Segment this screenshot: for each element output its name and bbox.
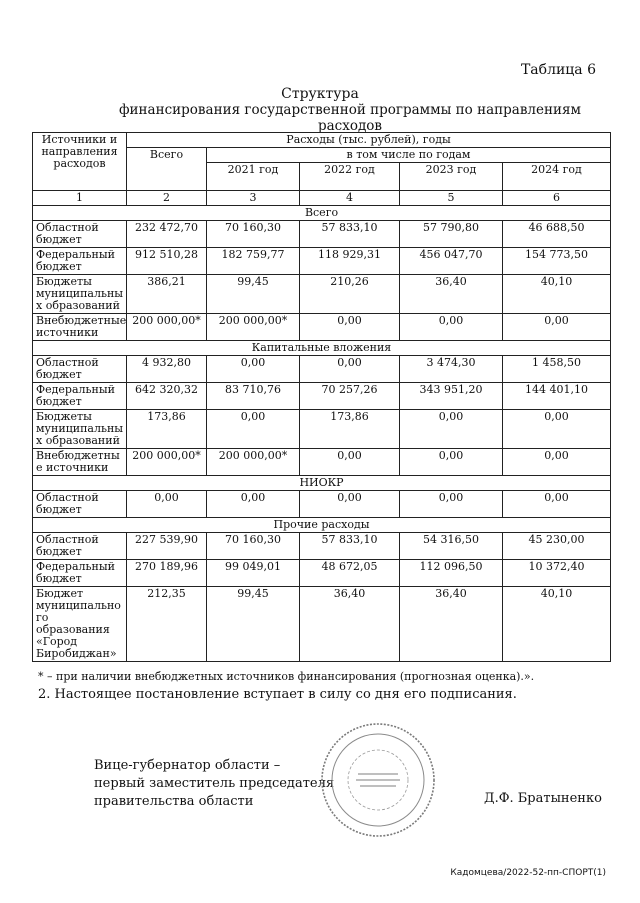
header-row-numbers xyxy=(33,191,611,206)
table-row xyxy=(33,275,611,314)
col-number: 5 xyxy=(400,191,503,206)
signatory-line: первый заместитель председателя xyxy=(94,776,335,791)
value-cell: 48 672,05 xyxy=(300,560,400,587)
value-cell: 386,21 xyxy=(127,275,207,314)
value-cell: 1 458,50 xyxy=(503,356,611,383)
col-head-sources: Источники и направления расходов xyxy=(33,133,127,191)
value-cell: 0,00 xyxy=(503,314,611,341)
signatory-title xyxy=(94,757,334,811)
value-cell: 0,00 xyxy=(300,314,400,341)
value-cell: 10 372,40 xyxy=(503,560,611,587)
signatory-name: Д.Ф. Братыненко xyxy=(484,791,602,806)
footnote: * – при наличии внебюджетных источников финансирования (прогнозная оценка).». xyxy=(38,670,535,683)
table-row xyxy=(33,248,611,275)
value-cell: 270 189,96 xyxy=(127,560,207,587)
value-cell: 144 401,10 xyxy=(503,383,611,410)
table-row xyxy=(33,560,611,587)
value-cell: 70 257,26 xyxy=(300,383,400,410)
value-cell: 36,40 xyxy=(400,587,503,662)
value-cell: 343 951,20 xyxy=(400,383,503,410)
value-cell: 0,00 xyxy=(207,491,300,518)
value-cell: 0,00 xyxy=(207,410,300,449)
row-label: Областной бюджет xyxy=(33,356,127,383)
table-row xyxy=(33,383,611,410)
value-cell: 46 688,50 xyxy=(503,221,611,248)
section-row xyxy=(33,476,611,491)
value-cell: 118 929,31 xyxy=(300,248,400,275)
section-row xyxy=(33,341,611,356)
signatory-line: правительства области xyxy=(94,794,254,809)
table-row xyxy=(33,449,611,476)
value-cell: 40,10 xyxy=(503,275,611,314)
row-label: Федеральный бюджет xyxy=(33,560,127,587)
value-cell: 182 759,77 xyxy=(207,248,300,275)
col-head-by-years: в том числе по годам xyxy=(207,148,611,163)
col-number: 1 xyxy=(33,191,127,206)
document-id: Кадомцева/2022-52-пп-СПОРТ(1) xyxy=(450,868,606,878)
value-cell: 173,86 xyxy=(127,410,207,449)
value-cell: 4 932,80 xyxy=(127,356,207,383)
official-seal-icon xyxy=(318,720,438,840)
value-cell: 0,00 xyxy=(400,314,503,341)
row-label: Бюджеты муниципальны х образований xyxy=(33,410,127,449)
value-cell: 642 320,32 xyxy=(127,383,207,410)
col-number: 2 xyxy=(127,191,207,206)
col-number: 6 xyxy=(503,191,611,206)
value-cell: 3 474,30 xyxy=(400,356,503,383)
table-row xyxy=(33,410,611,449)
col-head-total: Всего xyxy=(127,148,207,191)
row-label: Областной бюджет xyxy=(33,221,127,248)
col-head-year: 2023 год xyxy=(400,163,503,191)
value-cell: 456 047,70 xyxy=(400,248,503,275)
value-cell: 99,45 xyxy=(207,587,300,662)
decree-text: 2. Настоящее постановление вступает в силу со дня его подписания. xyxy=(38,687,517,702)
section-row xyxy=(33,206,611,221)
table-row xyxy=(33,587,611,662)
section-title: НИОКР xyxy=(33,476,611,491)
value-cell: 0,00 xyxy=(400,410,503,449)
value-cell: 57 833,10 xyxy=(300,221,400,248)
col-number: 4 xyxy=(300,191,400,206)
value-cell: 0,00 xyxy=(400,491,503,518)
table-subtitle: финансирования государственной программы по направлениям расходов xyxy=(118,102,582,134)
header-row-1 xyxy=(33,133,611,148)
value-cell: 36,40 xyxy=(300,587,400,662)
value-cell: 70 160,30 xyxy=(207,221,300,248)
section-title: Капитальные вложения xyxy=(33,341,611,356)
table-number: Таблица 6 xyxy=(520,62,596,78)
value-cell: 99,45 xyxy=(207,275,300,314)
value-cell: 99 049,01 xyxy=(207,560,300,587)
value-cell: 210,26 xyxy=(300,275,400,314)
col-number: 3 xyxy=(207,191,300,206)
value-cell: 200 000,00* xyxy=(127,314,207,341)
value-cell: 200 000,00* xyxy=(127,449,207,476)
value-cell: 0,00 xyxy=(300,356,400,383)
col-head-year: 2024 год xyxy=(503,163,611,191)
value-cell: 0,00 xyxy=(503,491,611,518)
value-cell: 227 539,90 xyxy=(127,533,207,560)
table-row xyxy=(33,314,611,341)
signatory-line: Вице-губернатор области – xyxy=(94,758,281,773)
value-cell: 0,00 xyxy=(300,449,400,476)
value-cell: 57 833,10 xyxy=(300,533,400,560)
section-row xyxy=(33,518,611,533)
value-cell: 0,00 xyxy=(207,356,300,383)
value-cell: 232 472,70 xyxy=(127,221,207,248)
col-head-expenses: Расходы (тыс. рублей), годы xyxy=(127,133,611,148)
table-row xyxy=(33,533,611,560)
row-label: Бюджеты муниципальны х образований xyxy=(33,275,127,314)
value-cell: 0,00 xyxy=(300,491,400,518)
table-row xyxy=(33,491,611,518)
row-label: Областной бюджет xyxy=(33,533,127,560)
value-cell: 70 160,30 xyxy=(207,533,300,560)
row-label: Федеральный бюджет xyxy=(33,383,127,410)
table-row xyxy=(33,356,611,383)
value-cell: 212,35 xyxy=(127,587,207,662)
section-title: Прочие расходы xyxy=(33,518,611,533)
value-cell: 83 710,76 xyxy=(207,383,300,410)
value-cell: 154 773,50 xyxy=(503,248,611,275)
value-cell: 57 790,80 xyxy=(400,221,503,248)
value-cell: 54 316,50 xyxy=(400,533,503,560)
value-cell: 173,86 xyxy=(300,410,400,449)
col-head-year: 2021 год xyxy=(207,163,300,191)
value-cell: 200 000,00* xyxy=(207,314,300,341)
value-cell: 36,40 xyxy=(400,275,503,314)
table-title: Структура xyxy=(281,86,359,102)
value-cell: 40,10 xyxy=(503,587,611,662)
value-cell: 0,00 xyxy=(400,449,503,476)
value-cell: 912 510,28 xyxy=(127,248,207,275)
row-label: Внебюджетные источники xyxy=(33,314,127,341)
financing-table xyxy=(32,132,611,662)
value-cell: 45 230,00 xyxy=(503,533,611,560)
value-cell: 0,00 xyxy=(503,410,611,449)
row-label: Внебюджетны е источники xyxy=(33,449,127,476)
row-label: Бюджет муниципально го образования «Город Биробиджан» xyxy=(33,587,127,662)
row-label: Федеральный бюджет xyxy=(33,248,127,275)
row-label: Областной бюджет xyxy=(33,491,127,518)
section-title: Всего xyxy=(33,206,611,221)
value-cell: 0,00 xyxy=(503,449,611,476)
table-row xyxy=(33,221,611,248)
value-cell: 112 096,50 xyxy=(400,560,503,587)
col-head-year: 2022 год xyxy=(300,163,400,191)
value-cell: 0,00 xyxy=(127,491,207,518)
value-cell: 200 000,00* xyxy=(207,449,300,476)
